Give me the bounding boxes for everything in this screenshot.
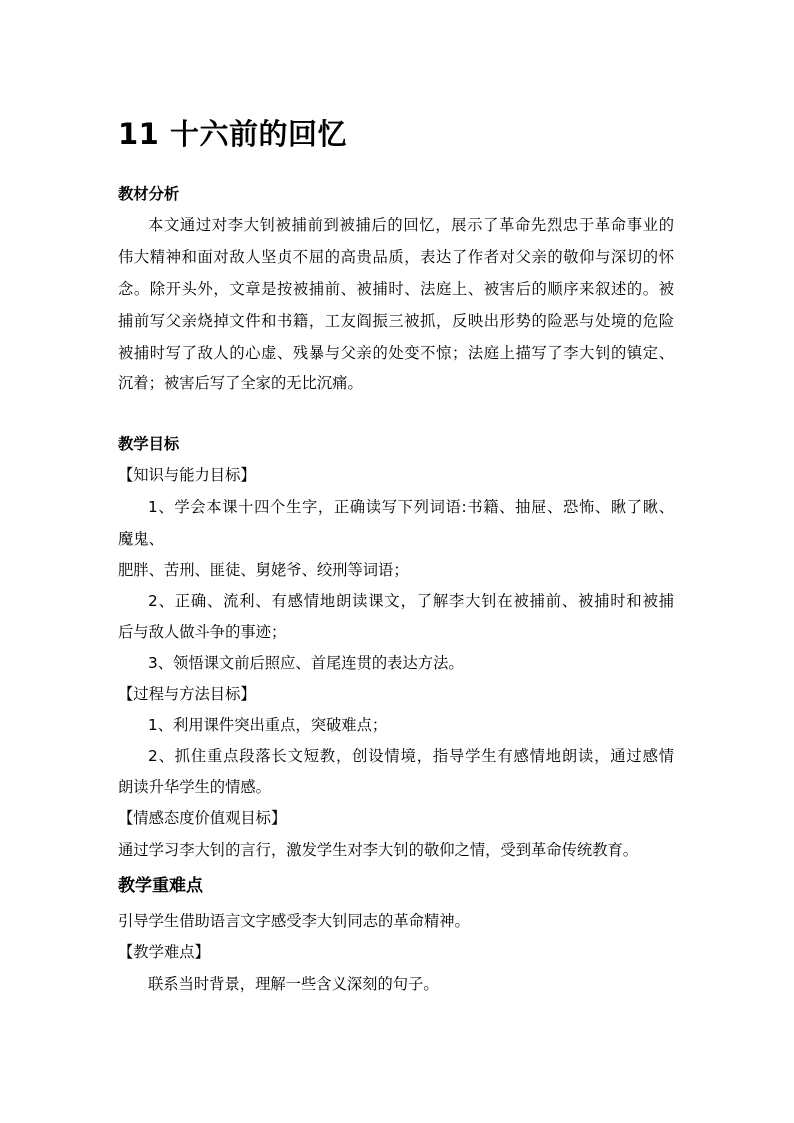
analysis-line-2: 伟大精神和面对敌人坚贞不屈的高贵品质，表达了作者对父亲的敬仰与深切的怀 xyxy=(118,248,674,266)
emotion-label: 【情感态度价值观目标】 xyxy=(118,809,287,827)
knowledge-label: 【知识与能力目标】 xyxy=(118,466,256,484)
analysis-line-5: 被捕时写了敌人的心虚、残暴与父亲的处变不惊；法庭上描写了李大钊的镇定、 xyxy=(118,344,674,362)
knowledge-item-1c: 肥胖、苦刑、匪徒、舅姥爷、绞刑等词语； xyxy=(118,561,409,579)
process-item-2a: 2、抓住重点段落长文短教，创设情境，指导学生有感情地朗读，通过感情 xyxy=(148,747,674,765)
knowledge-item-2a: 2、正确、流利、有感情地朗读课文，了解李大钊在被捕前、被捕时和被捕 xyxy=(148,592,674,610)
knowledge-item-2b: 后与敌人做斗争的事迹； xyxy=(118,623,287,641)
key-points-heading: 教学重难点 xyxy=(118,876,203,896)
process-item-2b: 朗读升华学生的情感。 xyxy=(118,778,271,796)
page-title: 11 十六前的回忆 xyxy=(118,117,347,151)
analysis-line-4: 捕前写父亲烧掉文件和书籍，工友阎振三被抓，反映出形势的险恶与处境的危险 xyxy=(118,312,674,330)
difficulty-text: 联系当时背景，理解一些含义深刻的句子。 xyxy=(148,975,439,993)
process-item-1: 1、利用课件突出重点，突破难点； xyxy=(148,716,388,734)
knowledge-item-1a: 1、学会本课十四个生字，正确读写下列词语:书籍、抽屉、恐怖、瞅了瞅、 xyxy=(148,498,674,516)
process-label: 【过程与方法目标】 xyxy=(118,685,256,703)
analysis-heading: 教材分析 xyxy=(118,185,180,203)
emotion-item-1: 通过学习李大钊的言行，激发学生对李大钊的敬仰之情，受到革命传统教育。 xyxy=(118,841,639,859)
knowledge-item-3: 3、领悟课文前后照应、首尾连贯的表达方法。 xyxy=(148,654,464,672)
difficulty-label: 【教学难点】 xyxy=(118,943,210,961)
goals-heading: 教学目标 xyxy=(118,435,180,453)
analysis-line-6: 沉着；被害后写了全家的无比沉痛。 xyxy=(118,374,363,392)
analysis-line-3: 念。除开头外，文章是按被捕前、被捕时、法庭上、被害后的顺序来叙述的。被 xyxy=(118,280,674,298)
key-points-text: 引导学生借助语言文字感受李大钊同志的革命精神。 xyxy=(118,912,470,930)
knowledge-item-1b: 魔鬼、 xyxy=(118,530,164,548)
analysis-line-1: 本文通过对李大钊被捕前到被捕后的回忆，展示了革命先烈忠于革命事业的 xyxy=(148,216,674,234)
